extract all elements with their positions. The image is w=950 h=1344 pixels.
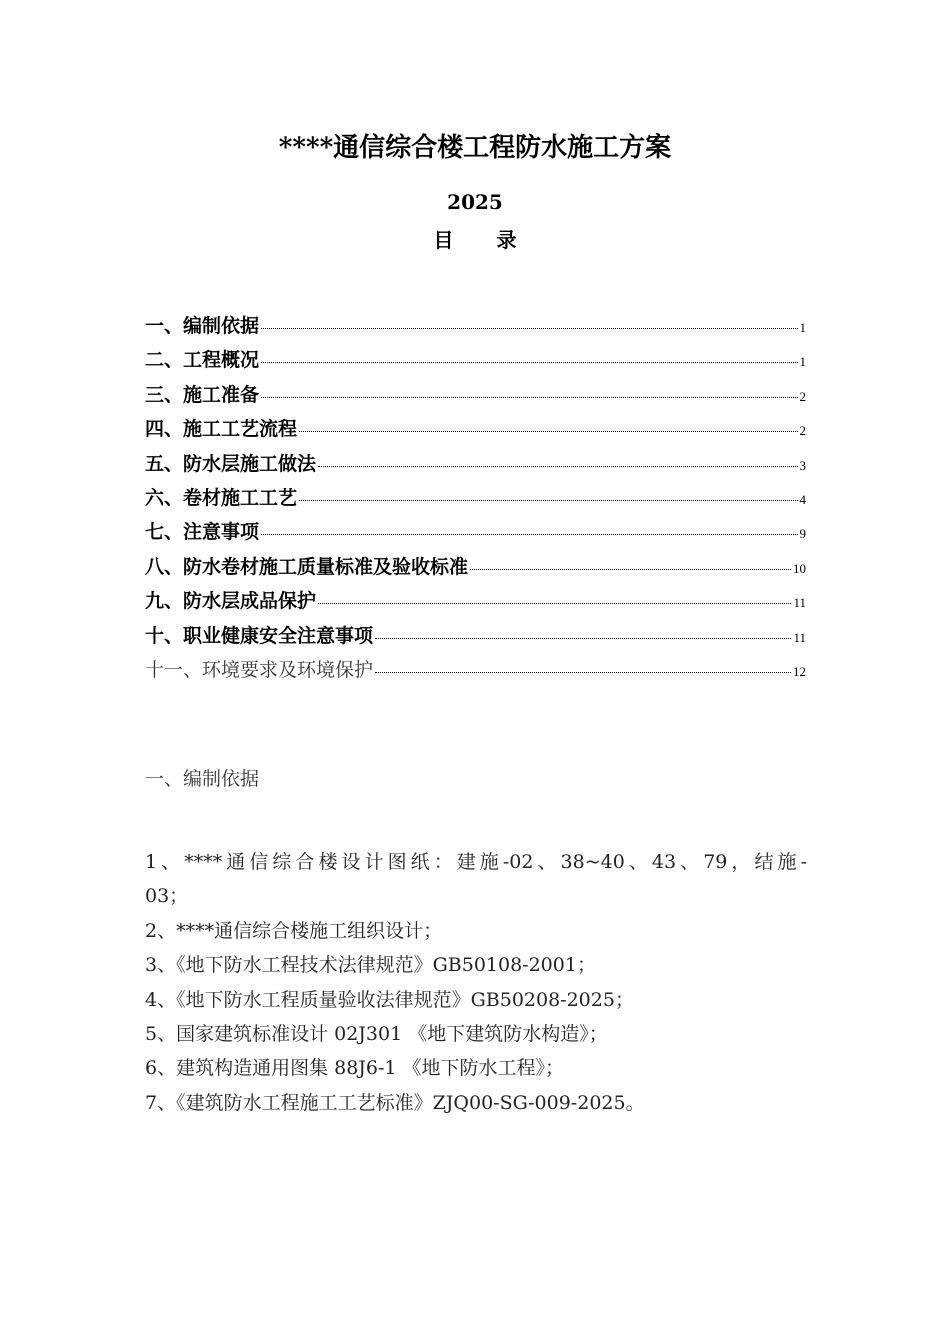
body-line: 2、****通信综合楼施工组织设计；	[145, 919, 443, 942]
toc-entry[interactable]	[145, 378, 806, 412]
toc-heading: 目 录	[433, 228, 535, 252]
toc-dot-leader	[261, 328, 797, 329]
toc-entry-label: 一、编制依据	[145, 315, 260, 337]
body-line: 4、《地下防水工程质量验收法律规范》GB50208-2025；	[145, 988, 634, 1011]
document-title: ****通信综合楼工程防水施工方案	[278, 133, 672, 163]
toc-dot-leader	[261, 534, 797, 535]
toc-entry-label: 五、防水层施工做法	[145, 452, 317, 475]
toc-entry[interactable]	[145, 481, 806, 515]
toc-entry[interactable]	[145, 653, 806, 687]
toc-dot-leader	[261, 362, 797, 363]
section-heading: 一、编制依据	[145, 768, 260, 790]
toc-entry-label: 二、工程概况	[145, 349, 260, 372]
toc-entry-label: 八、防水卷材施工质量标准及验收标准	[145, 555, 469, 578]
toc-dot-leader	[375, 672, 791, 673]
toc-entry-label: 九、防水层成品保护	[145, 590, 317, 613]
toc-entry-label: 十一、环境要求及环境保护	[145, 658, 374, 681]
body-line: 7、《建筑防水工程施工工艺标准》ZJQ00-SG-009-2025。	[145, 1091, 645, 1114]
toc-dot-leader	[318, 603, 791, 604]
toc-entry[interactable]	[145, 619, 806, 653]
toc-dot-leader	[299, 431, 797, 432]
toc-entry-label: 七、注意事项	[145, 521, 260, 544]
toc-entry-page: 2	[799, 388, 806, 404]
toc-entry[interactable]	[145, 515, 806, 549]
toc-entry-page: 2	[799, 423, 806, 439]
toc-dot-leader	[261, 397, 797, 398]
toc-entry[interactable]	[145, 447, 806, 481]
toc-entry-page: 3	[799, 457, 806, 473]
toc-entry-label: 十、职业健康安全注意事项	[145, 624, 374, 647]
document-year: 2025	[447, 190, 503, 214]
toc-entry-page: 12	[793, 663, 806, 679]
section-body	[145, 845, 807, 1120]
toc-entry[interactable]	[145, 343, 806, 377]
toc-dot-leader	[470, 569, 791, 570]
toc-entry-page: 9	[799, 526, 806, 542]
toc-entry[interactable]	[145, 584, 806, 618]
toc-entry[interactable]	[145, 309, 806, 343]
toc-entry-page: 11	[793, 595, 806, 611]
toc-entry-label: 四、施工工艺流程	[145, 418, 298, 441]
toc-entry[interactable]	[145, 412, 806, 446]
toc-entry-label: 六、卷材施工工艺	[145, 486, 298, 509]
toc-dot-leader	[318, 466, 797, 467]
body-line: 5、国家建筑标准设计 02J301 《地下建筑防水构造》；	[145, 1023, 608, 1046]
body-line: 6、建筑构造通用图集 88J6-1 《地下防水工程》；	[145, 1057, 565, 1080]
toc-dot-leader	[375, 638, 791, 639]
toc-entry-page: 1	[799, 320, 806, 335]
toc-entry-page: 11	[793, 629, 806, 645]
toc-entry-page: 4	[799, 491, 806, 507]
body-line: 03；	[145, 885, 189, 908]
toc-entry-page: 1	[799, 354, 806, 370]
table-of-contents	[145, 309, 806, 687]
body-line: 1、****通信综合楼设计图纸：建施-02、38~40、43、79，结施-	[145, 851, 807, 873]
toc-entry-label: 三、施工准备	[145, 383, 260, 406]
body-line: 3、《地下防水工程技术法律规范》GB50108-2001；	[145, 954, 596, 977]
toc-entry[interactable]	[145, 550, 806, 584]
toc-entry-page: 10	[793, 560, 806, 576]
toc-dot-leader	[299, 500, 797, 501]
